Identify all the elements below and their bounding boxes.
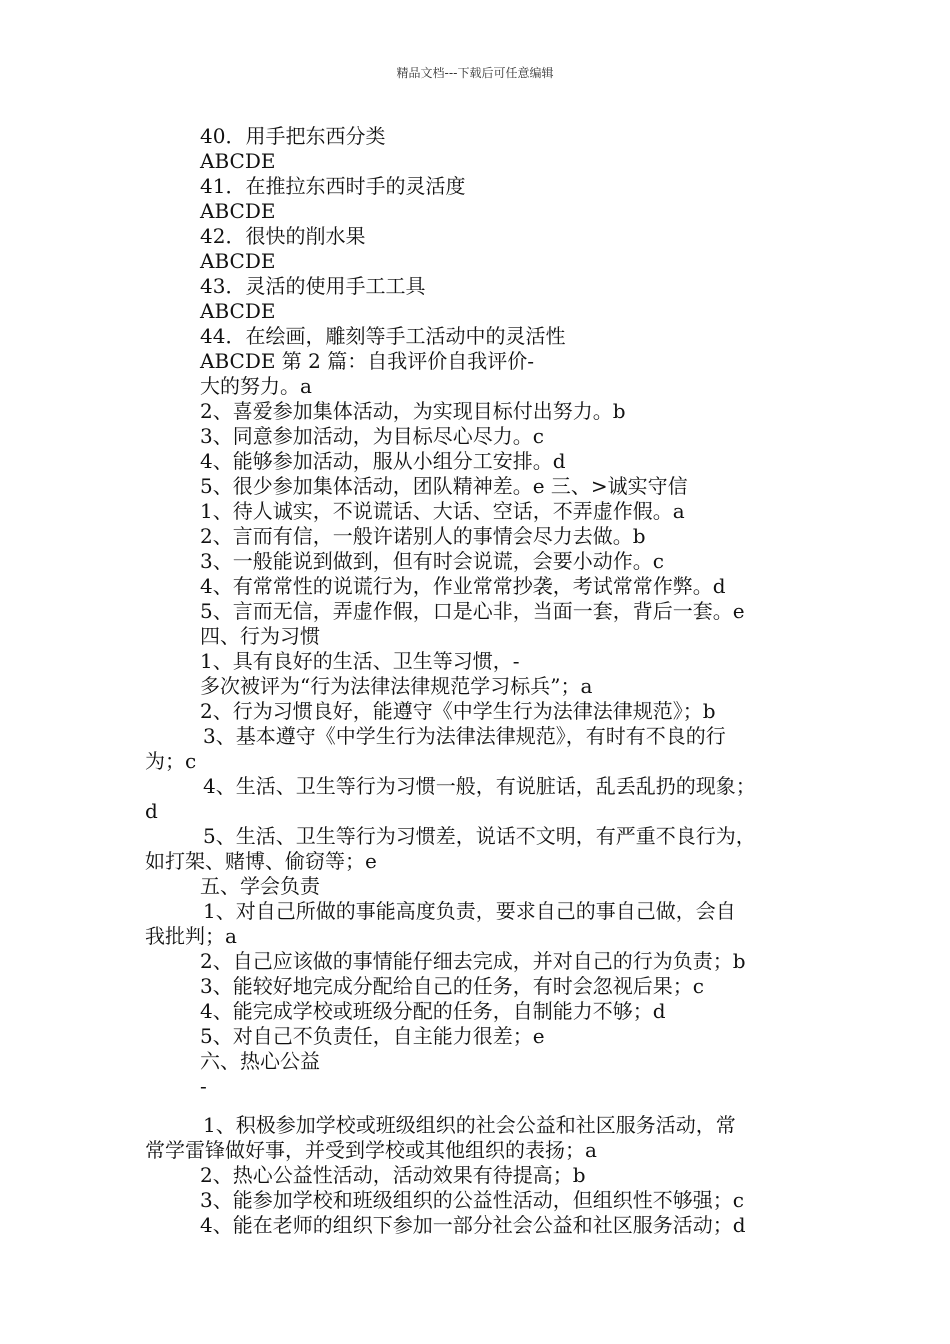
- text-line: 我批判；a: [145, 924, 237, 948]
- text-line: 44．在绘画，雕刻等手工活动中的灵活性: [200, 324, 566, 348]
- text-line: 5、很少参加集体活动，团队精神差。e 三、>诚实守信: [200, 474, 688, 498]
- text-line: 五、学会负责: [200, 874, 320, 898]
- text-line: ABCDE: [200, 199, 276, 223]
- text-line: 1、对自己所做的事能高度负责，要求自己的事自己做，会自: [203, 899, 736, 923]
- text-line: 六、热心公益: [200, 1049, 320, 1073]
- text-line: ABCDE: [200, 299, 276, 323]
- text-line: -: [200, 1074, 207, 1098]
- document-body: [145, 124, 817, 1238]
- text-line: 5、对自己不负责任，自主能力很差；e: [200, 1024, 545, 1048]
- text-line: 如打架、赌博、偷窃等；e: [145, 849, 377, 873]
- text-line: 3、能参加学校和班级组织的公益性活动，但组织性不够强；c: [200, 1188, 744, 1212]
- text-line: ABCDE: [200, 149, 276, 173]
- page-header: 精品文档---下载后可任意编辑: [396, 66, 554, 80]
- text-line: 2、言而有信，一般许诺别人的事情会尽力去做。b: [200, 524, 646, 548]
- text-line: 5、生活、卫生等行为习惯差，说话不文明，有严重不良行为，: [203, 824, 756, 848]
- text-line: 4、能完成学校或班级分配的任务，自制能力不够；d: [200, 999, 666, 1023]
- text-line: 3、一般能说到做到，但有时会说谎，会要小动作。c: [200, 549, 664, 573]
- text-line: 多次被评为“行为法律法律规范学习标兵”；a: [200, 674, 593, 698]
- text-line: 1、积极参加学校或班级组织的社会公益和社区服务活动，常: [203, 1113, 736, 1137]
- text-line: 大的努力。a: [200, 374, 312, 398]
- text-line: 40．用手把东西分类: [200, 124, 386, 148]
- text-line: 41．在推拉东西时手的灵活度: [200, 174, 466, 198]
- text-line: 3、基本遵守《中学生行为法律法律规范》，有时有不良的行: [203, 724, 726, 748]
- text-line: 1、待人诚实，不说谎话、大话、空话，不弄虚作假。a: [200, 499, 685, 523]
- text-line: 42．很快的削水果: [200, 224, 366, 248]
- text-line: 4、能够参加活动，服从小组分工安排。d: [200, 449, 566, 473]
- text-line: 4、生活、卫生等行为习惯一般，有说脏话，乱丢乱扔的现象；: [203, 774, 756, 798]
- paragraph-gap: [145, 1099, 817, 1113]
- text-line: 1、具有良好的生活、卫生等习惯，-: [200, 649, 520, 673]
- text-line: 43．灵活的使用手工工具: [200, 274, 426, 298]
- text-line: ABCDE: [200, 249, 276, 273]
- text-line: 3、能较好地完成分配给自己的任务，有时会忽视后果；c: [200, 974, 704, 998]
- text-line: 3、同意参加活动，为目标尽心尽力。c: [200, 424, 544, 448]
- text-line: 常学雷锋做好事，并受到学校或其他组织的表扬；a: [145, 1138, 597, 1162]
- text-line: ABCDE 第 2 篇：自我评价自我评价-: [200, 349, 535, 373]
- text-line: 4、能在老师的组织下参加一部分社会公益和社区服务活动；d: [200, 1213, 746, 1237]
- text-line: 为；c: [145, 749, 197, 773]
- text-line: 2、自己应该做的事情能仔细去完成，并对自己的行为负责；b: [200, 949, 746, 973]
- text-line: 4、有常常性的说谎行为，作业常常抄袭，考试常常作弊。d: [200, 574, 726, 598]
- text-line: 2、热心公益性活动，活动效果有待提高；b: [200, 1163, 586, 1187]
- text-line: d: [145, 799, 158, 823]
- text-line: 四、行为习惯: [200, 624, 320, 648]
- text-line: 2、喜爱参加集体活动，为实现目标付出努力。b: [200, 399, 626, 423]
- text-line: 5、言而无信，弄虚作假，口是心非，当面一套，背后一套。e: [200, 599, 745, 623]
- text-line: 2、行为习惯良好，能遵守《中学生行为法律法律规范》；b: [200, 699, 716, 723]
